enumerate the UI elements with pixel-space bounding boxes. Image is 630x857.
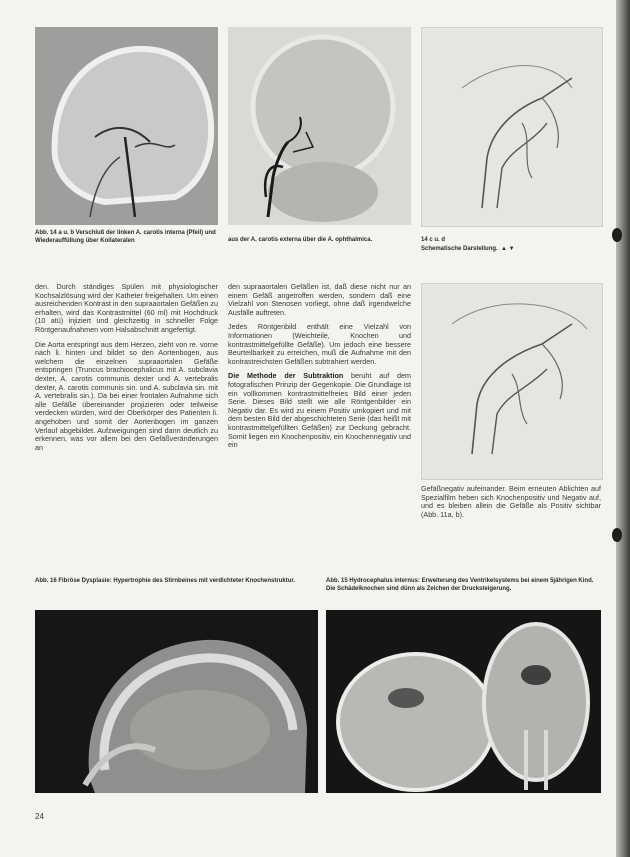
caption-fig15: Abb. 15 Hydrocephalus internus: Erweiterung des Ventrikelsystems bei einem 5jährigen Kind. Die Schädelknochen sind dünn als Zeichen der Drucksteigerung. [326,578,594,592]
text-column-2 [228,283,411,456]
caption-fig14cd-text [421,246,601,254]
page-number: 24 [35,812,44,821]
figure-14d-schematic [421,283,603,480]
figure-15-child-skull-xray [326,610,601,793]
col2-paragraph-1: den supraaortalen Gefäßen ist, daß diese nicht nur an einem Gefäß angetroffen werden, sondern daß eine Vielzahl von Stenosen vorliegt, ohne daß irgendwelche Ausfälle auftreten. [228,282,411,317]
vessel-schematic-drawing-top [422,28,602,226]
figure-14b-frontal-angiogram [228,27,411,225]
binding-mark-lower [612,528,622,542]
skull-lateral-drawing [35,27,218,225]
arrow-icons: ▲ ▼ [499,246,515,252]
skull-frontal-drawing [228,27,411,225]
caption-fig14ab: Abb. 14 a u. b Verschluß der linken A. carotis interna (Pfeil) und Wiederauffüllung über Kollateralen [35,230,216,244]
caption-fig14cd-label: Schematische Darstellung. [421,246,498,252]
figure-14c-schematic [421,27,603,227]
child-skull-xray-drawing [326,610,601,793]
caption-fig14cd-title: 14 c u. d [421,237,446,243]
vessel-schematic-drawing-bottom [422,284,602,479]
skull-lateral-xray-drawing [35,610,318,793]
figure-16-lateral-skull-xray [35,610,318,793]
binding-mark-upper [612,228,622,242]
caption-fig14ab-cont: aus der A. carotis externa über die A. ophthalmica. [228,237,373,243]
col1-paragraph-2: Die Aorta entspringt aus dem Herzen, zieht von re. vorne nach li. hinten und bildet so den Aortenbogen, aus welchem die einzelnen supraaortalen Gefäße entspringen (Truncus brachiocephalicus mit A. subclavia dexter, A. carotis communis dexter und A. vertebralis dexter, A. carotis communis sin. und A. subclavia sin. mit A. vertebralis sin.). Da bei einer frontalen Aufnahme sich alle Gefäße übereinander projizieren oder teilweise verdecken würden, wird der Oberkörper des Patienten li. angehoben und somit der Aortenbogen im ganzen Verlauf abgebildet. Aufzweigungen sind dann deutlich zu erkennen, was vor allem bei den Gefäßveränderungen an [35,339,218,452]
text-column-1 [35,283,218,458]
subtraction-heading: Die Methode der Subtraktion [228,371,344,381]
col2-paragraph-3 [228,372,411,449]
caption-fig16: Abb. 16 Fibröse Dysplasie: Hypertrophie des Stirnbeines mit verdichteter Knochenstruktur. [35,578,296,584]
figure-14a-lateral-angiogram [35,27,218,225]
text-column-3 [421,485,601,525]
col3-paragraph-1: Gefäßnegativ aufeinander. Beim erneuten Ablichten auf Spezialfilm heben sich Knochenpositiv und Negativ auf, und es bleiben allein die Gefäße als Positiv sichtbar (Abb. 11a, b). [421,484,601,519]
col2-paragraph-2: Jedes Röntgenbild enthält eine Vielzahl von Informationen (Weichteile, Knochen und kontrastmittelgefüllte Gefäße). Um jedoch eine bessere Beurteilbarkeit zu erreichen, muß die Aufnahme mit den kontrastreichsten Gefäßen subtrahiert werden. [228,322,411,366]
col1-paragraph-1: den. Durch ständiges Spülen mit physiologischer Kochsalzlösung wird der Katheter freigehalten. Um einen ausreichenden Kontrast in den supraaortalen Gefäßen zu erhalten, wird das Kontrastmittel (60 ml) mit Hochdruck (10 atü) injiziert und gleichzeitig in schneller Folge Röntgenaufnahmen vom Halsabschnitt angefertigt. [35,282,219,334]
page-edge-shadow [616,0,630,857]
col2-paragraph-3-body: beruht auf dem fotografischen Prinzip der Gegenkopie. Die Grundlage ist ein vollkommen kontrastmittelfreies Bild einer jeden Serie. Dieses Bild stellt wie alle Röntgenbilder ein Negativ dar. Es wird zu einem Positiv umkopiert und mit dem besten Bild der abgeschichteten Serie (das heißt mit kontrastmittelgefüllten Gefäßen) zur Deckung gebracht. Somit liegen ein Knochenpositiv, ein Knochennegativ und ein [228,371,411,450]
